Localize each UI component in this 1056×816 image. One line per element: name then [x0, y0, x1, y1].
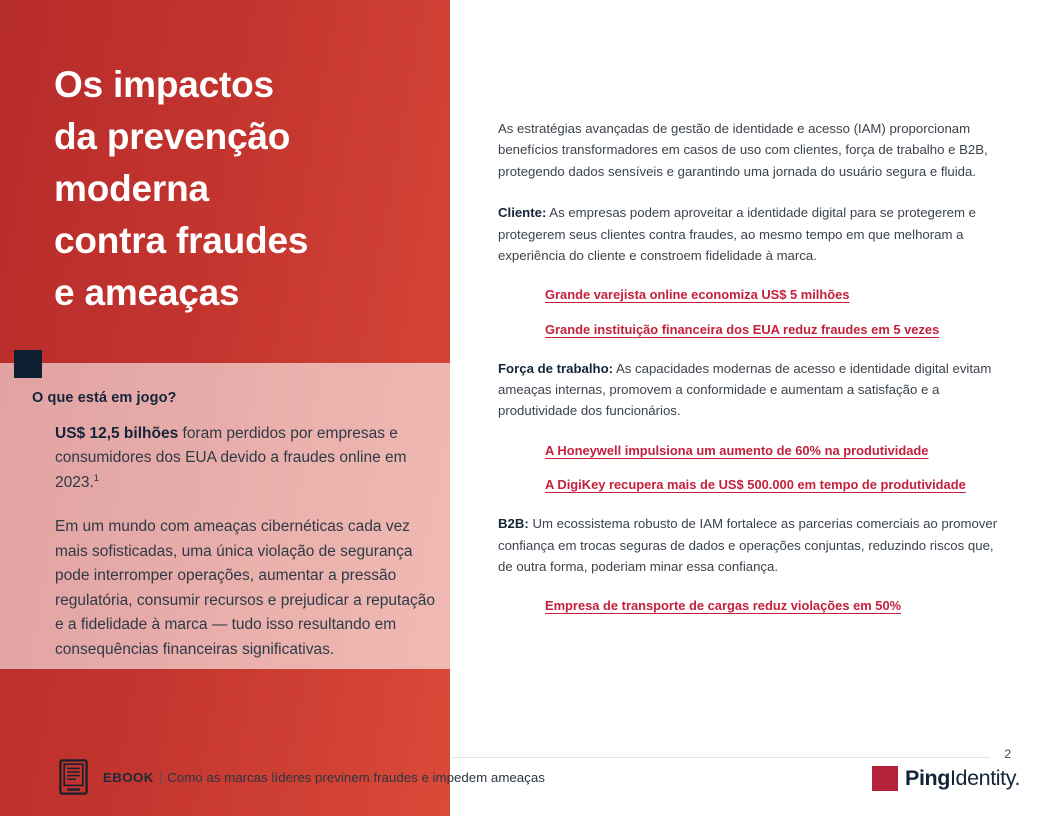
footer-divider — [452, 757, 990, 758]
link-list-forca-de-trabalho — [498, 442, 998, 495]
accent-square — [14, 350, 42, 378]
logo-brand-identity: Identity — [949, 765, 1015, 790]
list-item — [545, 321, 998, 340]
ping-identity-logo — [872, 766, 1020, 791]
footnote-marker: 1 — [93, 472, 100, 484]
footer-description: Como as marcas líderes previnem fraudes e impedem ameaças — [167, 770, 545, 785]
main-content — [498, 118, 998, 634]
section-body-b2b: Um ecossistema robusto de IAM fortalece as parcerias comerciais ao promover confiança em trocas seguras de dados e operações conjuntas, reduzindo riscos que, de outra forma, poderiam minar essa confiança. — [498, 516, 998, 574]
case-study-link[interactable]: A Honeywell impulsiona um aumento de 60% na produtividade — [545, 442, 929, 458]
section-lead-forca-de-trabalho: Força de trabalho: — [498, 360, 614, 376]
footer-label: EBOOK — [103, 770, 154, 785]
page-number: 2 — [1004, 747, 1011, 761]
list-item — [545, 476, 998, 495]
stakes-heading: O que está em jogo? — [32, 390, 177, 406]
case-study-link[interactable]: Grande instituição financeira dos EUA reduz fraudes em 5 vezes — [545, 321, 940, 337]
stakes-statistic-text: foram perdidos por empresas e consumidores dos EUA devido a fraudes online em 2023. — [55, 425, 407, 491]
footer-separator: | — [158, 770, 163, 785]
footer-caption — [103, 770, 545, 785]
section-body-cliente: As empresas podem aproveitar a identidade digital para se protegerem e protegerem seus clientes contra fraudes, ao mesmo tempo em que melhoram a experiência do cliente e constroem fidelidade à marca. — [498, 205, 976, 263]
page-title-line: Os impactos — [54, 63, 274, 105]
case-study-link[interactable]: Empresa de transporte de cargas reduz violações em 50% — [545, 598, 902, 614]
section-body-forca-de-trabalho: As capacidades modernas de acesso e identidade digital evitam ameaças internas, promovem a conformidade e aumentam a satisfação e a produtividade dos funcionários. — [498, 360, 992, 419]
list-item — [545, 597, 998, 616]
section-lead-cliente: Cliente: — [498, 205, 547, 221]
intro-paragraph: As estratégias avançadas de gestão de identidade e acesso (IAM) proporcionam benefícios transformadores em casos de uso com clientes, força de trabalho e B2B, protegendo dados sensíveis e garantindo uma jornada do usuário segura e fluida. — [498, 121, 988, 179]
page-title-line: e ameaças — [54, 272, 240, 314]
stakes-body — [55, 422, 435, 662]
page-title-line: moderna — [54, 168, 209, 210]
page-title-line: contra fraudes — [54, 220, 309, 262]
ping-logo-wordmark — [905, 765, 1021, 790]
logo-brand-dot: . — [1014, 765, 1021, 790]
section-paragraph-forca-de-trabalho — [498, 358, 998, 422]
logo-brand-ping: Ping — [905, 765, 950, 790]
list-item — [545, 442, 998, 461]
stakes-paragraph-context: Em um mundo com ameaças cibernéticas cada vez mais sofisticadas, uma única violação de segurança pode interromper operações, aumentar a pressão regulatória, consumir recursos e prejudicar a reputação e a fidelidade à marca — tudo isso resultando em consequências financeiras significativas. — [55, 518, 435, 658]
page-title-line: da prevenção — [54, 115, 291, 157]
stakes-statistic-value: US$ 12,5 bilhões — [55, 425, 179, 442]
list-item — [545, 286, 998, 305]
case-study-link[interactable]: A DigiKey recupera mais de US$ 500.000 em tempo de produtividade — [545, 477, 966, 493]
section-paragraph-b2b — [498, 513, 998, 577]
page-title — [54, 59, 424, 320]
section-lead-b2b: B2B: — [498, 516, 529, 532]
case-study-link[interactable]: Grande varejista online economiza US$ 5 milhões — [545, 287, 850, 303]
stakes-paragraph-statistic — [55, 422, 435, 495]
link-list-b2b — [498, 597, 998, 616]
link-list-cliente — [498, 286, 998, 339]
section-paragraph-cliente — [498, 202, 998, 266]
ping-logo-mark-icon — [872, 766, 898, 791]
ebook-icon — [59, 759, 88, 795]
